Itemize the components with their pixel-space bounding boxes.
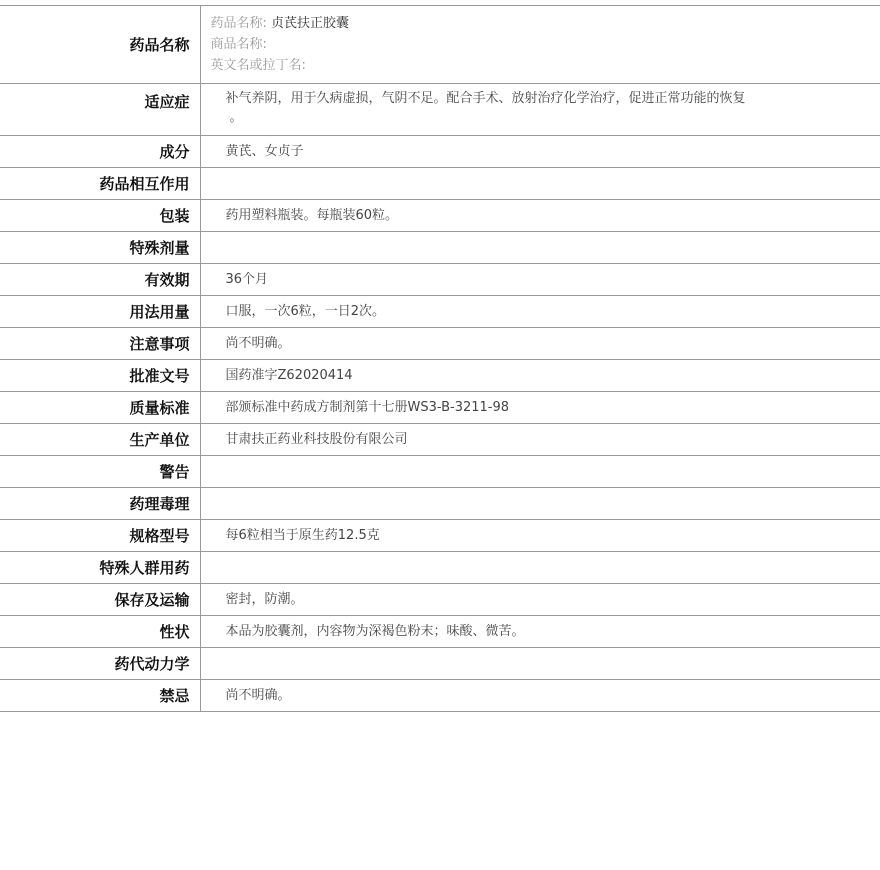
row-value — [200, 552, 880, 584]
row-value — [200, 648, 880, 680]
generic-name-line — [211, 13, 880, 34]
row-value: 36个月 — [200, 264, 880, 296]
row-label: 禁忌 — [0, 680, 200, 712]
table-row — [0, 424, 880, 456]
row-value: 国药准字Z62020414 — [200, 360, 880, 392]
trade-name-line — [211, 34, 880, 55]
drug-info-table — [0, 5, 880, 712]
row-label: 包装 — [0, 200, 200, 232]
indication-line-1: 补气养阴，用于久病虚损，气阴不足。配合手术、放射治疗化学治疗，促进正常功能的恢复 — [225, 91, 746, 106]
row-label: 特殊人群用药 — [0, 552, 200, 584]
english-name-line — [211, 55, 880, 76]
row-value: 黄芪、女贞子 — [200, 136, 880, 168]
table-row — [0, 456, 880, 488]
row-value: 口服，一次6粒，一日2次。 — [200, 296, 880, 328]
trade-name-key: 商品名称: — [210, 37, 267, 52]
row-value: 药用塑料瓶装。每瓶装60粒。 — [200, 200, 880, 232]
row-value — [200, 488, 880, 520]
table-row — [0, 488, 880, 520]
table-row — [0, 200, 880, 232]
row-label: 药代动力学 — [0, 648, 200, 680]
drug-info-container — [0, 5, 880, 712]
generic-name-key: 药品名称: — [210, 16, 267, 31]
row-label: 保存及运输 — [0, 584, 200, 616]
row-value: 本品为胶囊剂，内容物为深褐色粉末；味酸、微苦。 — [200, 616, 880, 648]
row-label: 注意事项 — [0, 328, 200, 360]
row-value: 尚不明确。 — [200, 680, 880, 712]
row-label: 质量标准 — [0, 392, 200, 424]
table-row-indication — [0, 84, 880, 136]
table-row — [0, 392, 880, 424]
row-value: 部颁标准中药成方制剂第十七册WS3-B-3211-98 — [200, 392, 880, 424]
table-row — [0, 552, 880, 584]
table-row — [0, 328, 880, 360]
row-label: 警告 — [0, 456, 200, 488]
row-value — [200, 456, 880, 488]
row-value: 甘肃扶正药业科技股份有限公司 — [200, 424, 880, 456]
drug-name-values — [200, 6, 880, 84]
table-row — [0, 616, 880, 648]
table-row — [0, 232, 880, 264]
row-label: 批准文号 — [0, 360, 200, 392]
row-label: 适应症 — [0, 84, 200, 136]
table-row — [0, 168, 880, 200]
row-value: 尚不明确。 — [200, 328, 880, 360]
row-label: 药理毒理 — [0, 488, 200, 520]
row-value: 每6粒相当于原生药12.5克 — [200, 520, 880, 552]
row-value — [200, 168, 880, 200]
row-label: 生产单位 — [0, 424, 200, 456]
table-row — [0, 264, 880, 296]
row-value — [200, 232, 880, 264]
row-label: 有效期 — [0, 264, 200, 296]
row-label: 性状 — [0, 616, 200, 648]
table-row — [0, 296, 880, 328]
table-row — [0, 680, 880, 712]
indication-line-2: 。 — [229, 110, 243, 125]
row-label: 药品相互作用 — [0, 168, 200, 200]
table-row-drug-name — [0, 6, 880, 84]
table-row — [0, 584, 880, 616]
row-value: 密封，防潮。 — [200, 584, 880, 616]
table-row — [0, 136, 880, 168]
row-label: 用法用量 — [0, 296, 200, 328]
row-label: 特殊剂量 — [0, 232, 200, 264]
english-name-key: 英文名或拉丁名: — [210, 58, 306, 73]
row-label: 药品名称 — [0, 6, 200, 84]
row-label: 规格型号 — [0, 520, 200, 552]
table-row — [0, 360, 880, 392]
table-row — [0, 520, 880, 552]
indication-value — [200, 84, 880, 136]
table-row — [0, 648, 880, 680]
row-label: 成分 — [0, 136, 200, 168]
generic-name-value: 贞芪扶正胶囊 — [271, 16, 350, 31]
